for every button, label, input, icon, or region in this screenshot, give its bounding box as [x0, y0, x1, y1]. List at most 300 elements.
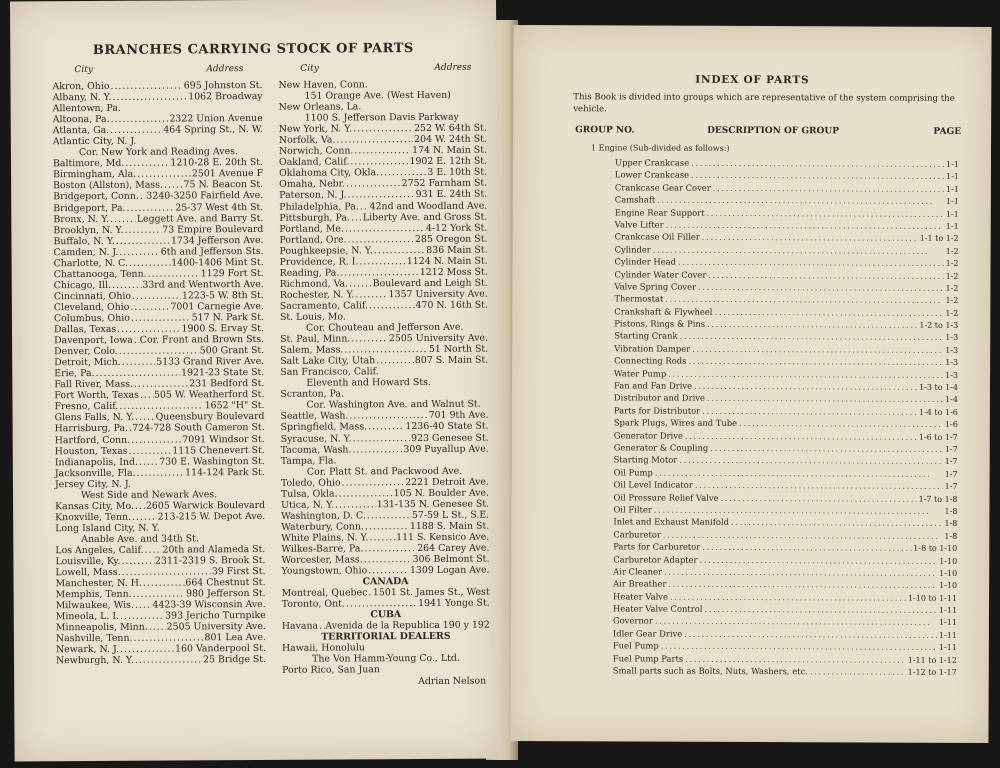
dot-leader — [347, 189, 414, 200]
dot-leader — [684, 629, 937, 640]
dot-leader — [810, 666, 906, 676]
index-item-name: Starting Crank — [614, 330, 678, 342]
branch-city: Bronx, N. Y. — [53, 213, 110, 225]
branch-city: Birmingham, Ala. — [53, 169, 137, 181]
branch-row — [53, 124, 263, 136]
branch-address: 204 W. 24th St. — [414, 133, 487, 146]
branch-address: 1921-23 State St. — [181, 367, 265, 379]
index-item-page: 1-7 — [944, 469, 958, 479]
branch-address: 73 Empire Boulevard — [162, 223, 264, 236]
branch-city: Newark, N. J. — [55, 644, 120, 656]
branch-address: 931 E. 24th St. — [415, 189, 488, 201]
branch-row — [55, 467, 265, 479]
index-item-page: 1-10 — [939, 556, 958, 566]
col1-address-header: Address — [206, 64, 244, 75]
branch-address: 75 N. Beacon St. — [183, 179, 264, 191]
index-item-name: Fan and Fan Drive — [613, 380, 693, 391]
branch-city: Springfield, Mass. — [280, 421, 368, 434]
branch-city: Hawaii, Honolulu — [281, 642, 365, 655]
index-item-name: Oil Level Indicator — [613, 479, 693, 490]
branch-address: 1236-40 State St. — [405, 421, 489, 433]
dot-leader — [654, 505, 943, 516]
index-item-name: Cylinder Water Cover — [614, 268, 707, 280]
branch-city: Bridgeport, Conn. — [53, 191, 139, 203]
branch-city: White Plains, N. Y. — [281, 532, 369, 544]
branch-city: St. Paul, Minn. — [280, 333, 351, 345]
branch-city: Tacoma, Wash. — [280, 443, 352, 456]
branch-city: Charlotte, N. C. — [53, 257, 128, 269]
region-heading: TERRITORIAL DEALERS — [321, 631, 451, 643]
branch-city: Sacramento, Calif. — [279, 300, 368, 312]
index-item-page: 1-3 — [945, 358, 959, 368]
branch-address: 1941 Yonge St. — [418, 597, 490, 610]
index-item-name: Upper Crankcase — [614, 157, 690, 168]
dot-leader — [663, 529, 943, 540]
dot-leader — [112, 280, 141, 291]
branch-city: Boston (Allston), Mass. — [53, 179, 164, 192]
dot-leader — [137, 467, 185, 478]
branch-address: Queensbury Boulevard — [155, 411, 265, 424]
dot-leader — [369, 532, 395, 543]
index-list — [613, 157, 959, 679]
branch-address: 252 W. 64th St. — [414, 122, 487, 135]
left-page — [10, 0, 501, 761]
dot-leader — [714, 307, 943, 318]
branch-address-line: Anable Ave. and 34th St. — [81, 533, 199, 545]
branch-address: 42nd and Woodland Ave. — [369, 200, 488, 212]
col1-city-header: City — [74, 64, 93, 76]
branch-city: Glens Falls, N. Y. — [54, 412, 135, 424]
index-item-name: Spark Plugs, Wires and Tube — [613, 417, 738, 429]
branch-city: Knoxville, Tenn. — [55, 511, 132, 524]
branch-city: Los Angeles, Calif. — [55, 544, 144, 557]
branch-address: Leggett Ave. and Barry St. — [136, 212, 264, 225]
index-item-name: Valve Spring Cover — [614, 281, 697, 292]
branch-city: Richmond, Va. — [279, 278, 349, 290]
branch-address: 131-135 N. Genesee St. — [376, 498, 490, 511]
dot-leader — [143, 578, 185, 589]
dot-leader — [120, 611, 164, 622]
branch-city: Davenport, Iowa — [54, 334, 133, 347]
branch-address: Boulevard and Leigh St. — [372, 277, 488, 290]
branch-address: 1902 E. 12th St. — [409, 155, 488, 168]
branch-row — [56, 654, 266, 666]
dot-leader — [339, 488, 393, 499]
dot-leader — [345, 223, 425, 235]
index-item-page: 1-8 to 1-10 — [913, 543, 958, 554]
branch-address-line: Eleventh and Howard Sts. — [306, 377, 431, 389]
branch-city: Cincinnati, Ohio — [53, 290, 132, 303]
index-item-name: Engine Rear Support — [614, 206, 705, 218]
index-item-page: 1-1 — [945, 172, 959, 182]
branch-city: Havana — [281, 620, 319, 633]
branch-address: 33rd and Wentworth Ave. — [142, 278, 264, 291]
index-item-page: 1-3 to 1-4 — [919, 382, 959, 392]
dot-leader — [707, 319, 917, 330]
index-item-page: 1-1 — [945, 197, 959, 207]
index-item-name: Parts for Carburetor — [613, 541, 701, 552]
dot-leader — [369, 300, 415, 311]
dealer-name: Adrian Nelson — [418, 675, 487, 687]
dot-leader — [132, 290, 181, 301]
dot-leader — [129, 423, 131, 434]
branch-address: Avenida de la Republica 190 y 192 — [325, 619, 490, 632]
dot-leader — [367, 510, 411, 521]
region-heading: CUBA — [370, 609, 402, 621]
index-item-page: 1-1 — [945, 209, 959, 219]
branch-address: 2311-2319 S. Brook St. — [154, 554, 266, 567]
branch-city: Portland, Me. — [279, 223, 344, 235]
index-item-page: 1-8 — [944, 506, 958, 516]
branch-city: Albany, N. Y. — [52, 91, 112, 104]
index-item-page: 1-10 to 1-11 — [907, 593, 958, 603]
index-item-page: 1-7 — [944, 444, 958, 454]
branch-city: Houston, Texas — [54, 445, 128, 457]
index-item-name: Water Pump — [614, 368, 667, 379]
dot-leader — [668, 368, 943, 379]
dot-leader — [149, 622, 166, 633]
dot-leader — [685, 653, 906, 664]
branch-address: 701 9th Ave. — [428, 409, 489, 422]
dot-leader — [129, 445, 172, 456]
branch-address: 1501 St. James St., West — [372, 586, 490, 599]
branch-city: Poughkeepsie, N. Y. — [279, 244, 373, 257]
dot-leader — [695, 480, 943, 491]
right-page — [510, 25, 991, 743]
branch-address: 2505 University Ave. — [388, 332, 489, 345]
dot-leader — [688, 356, 943, 367]
branch-city: Salem, Mass. — [280, 344, 344, 356]
branch-city: Chicago, Ill. — [53, 279, 112, 292]
index-item-name: Air Cleaner — [613, 566, 662, 577]
branch-city: Fall River, Mass. — [54, 379, 133, 391]
index-item-page: 1-7 — [944, 482, 958, 492]
dot-leader — [706, 207, 943, 218]
branch-city: Harrisburg, Pa. — [54, 423, 129, 435]
branch-city: Milwaukee, Wis. — [55, 599, 134, 612]
branch-city: Nashville, Tenn. — [55, 633, 133, 645]
branch-address: Liberty Ave. and Gross St. — [362, 211, 488, 223]
branch-city: Akron, Ohio — [52, 80, 110, 93]
branch-city: Toronto, Ont. — [281, 598, 345, 611]
index-item-page: 1-10 — [939, 568, 958, 578]
dot-leader — [348, 234, 415, 245]
branch-address: 500 Grant St. — [199, 345, 265, 357]
branch-city: Fort Worth, Texas — [54, 390, 139, 402]
index-item-name: Lower Crankcase — [614, 169, 690, 181]
branch-address: 160 Vanderpool St. — [175, 643, 266, 655]
index-item-page: 1-7 to 1-8 — [918, 494, 958, 504]
branch-city: Worcester, Mass. — [281, 554, 363, 566]
dot-leader — [708, 269, 943, 280]
dot-leader — [346, 598, 417, 609]
page-header: PAGE — [933, 126, 962, 137]
branch-city: Salt Lake City, Utah — [280, 355, 376, 368]
branch-city: Providence, R. I. — [279, 256, 359, 268]
index-item-page: 1-11 — [938, 643, 957, 653]
branch-address: 264 Carey Ave. — [417, 542, 490, 554]
index-intro: This Book is divided into groups which are representative of the system comprising the vehicle. — [573, 92, 955, 115]
index-item-page: 1-1 — [945, 184, 959, 194]
branch-address: 231 Bedford St. — [189, 378, 265, 390]
dot-leader — [346, 179, 401, 190]
dot-leader — [657, 195, 944, 206]
branch-address: 1400-1406 Mint St. — [171, 256, 264, 269]
index-item-name: Thermostat — [614, 293, 664, 304]
index-item-name: Carburetor Adapter — [613, 553, 698, 565]
dot-leader — [368, 587, 372, 598]
branch-city: St. Louis, Mo. — [279, 311, 346, 323]
dot-leader — [119, 401, 203, 413]
branch-city: Youngstown, Ohio — [281, 565, 368, 577]
index-item-page: 1-2 — [945, 308, 959, 318]
branch-address: 111 S. Kensico Ave. — [396, 531, 490, 544]
branch-city: Erie, Pa. — [54, 368, 95, 380]
dot-leader — [112, 91, 187, 103]
dot-leader — [353, 433, 411, 444]
index-item-name: Generator & Coupling — [613, 442, 709, 453]
index-item-page: 1-4 to 1-6 — [918, 407, 958, 417]
branch-address: 285 Oregon St. — [414, 233, 488, 245]
dot-leader — [344, 344, 428, 356]
branch-city: Memphis, Tenn. — [55, 588, 132, 601]
dot-leader — [110, 80, 182, 91]
dot-leader — [704, 604, 937, 615]
branch-row — [55, 511, 265, 523]
branch-address: 695 Johnston St. — [183, 79, 263, 92]
index-item-page: 1-2 — [945, 258, 959, 269]
dot-leader — [655, 616, 937, 627]
branch-city: Oklahoma City, Okla. — [279, 167, 380, 180]
dot-leader — [140, 191, 146, 202]
dot-leader — [678, 257, 944, 268]
branch-address: 2501 Avenue F — [191, 168, 264, 180]
branch-address: 114-124 Park St. — [185, 466, 265, 479]
branch-city: New Orleans, La. — [278, 101, 362, 113]
index-item-page: 1-3 — [945, 333, 959, 343]
dot-leader — [342, 477, 405, 488]
branch-city: Jacksonville, Fla. — [54, 467, 136, 479]
branch-city: Seattle, Wash. — [280, 410, 349, 423]
branch-city: Omaha, Nebr. — [279, 178, 346, 191]
branch-city: Chattanooga, Tenn. — [53, 268, 147, 281]
branches-title: BRANCHES CARRYING STOCK OF PARTS — [92, 41, 414, 58]
branch-address: 20th and Alameda St. — [162, 543, 266, 556]
dot-leader — [145, 545, 162, 556]
dot-leader — [368, 565, 409, 576]
index-item-page: 1-2 — [945, 271, 959, 281]
index-item-page: 1-2 — [945, 296, 959, 306]
branch-address: 4-12 York St. — [425, 222, 488, 234]
branch-city: Brooklyn, N. Y. — [53, 224, 124, 236]
dot-leader — [130, 301, 169, 312]
branch-city: Minneapolis, Minn. — [55, 621, 148, 634]
index-item-page: 1-8 — [944, 519, 958, 529]
branch-city: Fresno, Calif. — [54, 401, 119, 413]
branch-row — [280, 355, 488, 367]
dot-leader — [710, 443, 943, 454]
dealer-name: The Von Hamm-Young Co., Ltd. — [312, 653, 460, 666]
branch-address: 51 North St. — [428, 343, 489, 356]
dot-leader — [694, 381, 917, 392]
index-item-page: 1-2 — [945, 283, 959, 293]
branch-address-line: Cor. Platt St. and Packwood Ave. — [306, 465, 463, 478]
dot-leader — [148, 268, 200, 279]
branch-address: 1062 Broadway — [188, 90, 263, 103]
branch-address: 3 E. 10th St. — [427, 166, 488, 179]
branch-city: Long Island City, N. Y. — [55, 522, 160, 535]
branch-address: 174 N. Main St. — [412, 144, 487, 157]
branch-row — [280, 300, 488, 312]
dot-leader — [119, 345, 199, 357]
branch-address: 801 Lea Ave. — [204, 632, 266, 644]
branch-city: Syracuse, N. Y. — [280, 432, 352, 445]
branch-address: 6th and Jefferson Sts. — [160, 245, 264, 258]
branch-city: Newburgh, N. Y. — [56, 655, 134, 667]
index-item-name: Oil Pump — [613, 467, 653, 478]
branch-address: Cor. Front and Brown Sts. — [139, 334, 265, 346]
index-item-page: 1-1 — [946, 159, 959, 169]
branch-address: 2221 Detroit Ave. — [405, 476, 489, 488]
branch-address: 39 First St. — [211, 565, 266, 578]
dot-leader — [731, 517, 943, 528]
index-item-page: 1-4 — [945, 395, 958, 405]
dot-leader — [129, 257, 170, 268]
index-item-page: 1-11 to 1-12 — [907, 655, 957, 665]
index-item-name: Crankcase Gear Cover — [614, 182, 711, 193]
dot-leader — [133, 589, 186, 600]
index-item-name: Governor — [612, 615, 653, 627]
branch-address: 724-728 South Cameron St. — [132, 422, 265, 435]
branch-address: 1900 S. Ervay St. — [181, 322, 265, 335]
dot-leader — [131, 434, 181, 445]
index-item-page: 1-12 to 1-17 — [907, 667, 957, 677]
index-item-name: Inlet and Exhaust Manifold — [613, 516, 729, 528]
branch-address: 213-215 W. Depot Ave. — [157, 510, 266, 523]
dot-leader — [110, 213, 136, 224]
branch-address-line: Cor. New York and Reading Aves. — [78, 146, 238, 159]
branch-city: Louisville, Ky. — [55, 555, 121, 568]
index-item-name: Connecting Rods — [614, 355, 687, 366]
index-item-name: Cylinder — [614, 244, 651, 255]
index-item-name: Starting Motor — [613, 454, 678, 466]
dot-leader — [140, 390, 153, 401]
branch-city: Wilkes-Barre, Pa. — [281, 543, 364, 555]
index-item-page: 1-2 — [945, 246, 959, 256]
branch-city: New York, N. Y. — [278, 123, 353, 136]
index-item-name: Fuel Pump — [612, 640, 659, 651]
dot-leader — [653, 244, 944, 255]
index-item-name: Camshaft — [614, 194, 656, 205]
branch-address: 1652 "H" St. — [204, 400, 265, 412]
branch-address: 105 N. Boulder Ave. — [393, 487, 490, 499]
dot-leader — [664, 567, 937, 578]
branch-city: Lowell, Mass. — [55, 566, 121, 579]
dot-leader — [122, 566, 211, 578]
index-item-name: Crankshaft & Flywheel — [614, 306, 713, 317]
dot-leader — [110, 125, 162, 136]
dot-leader — [374, 245, 426, 256]
branch-city: Camden, N. J. — [53, 246, 119, 258]
branch-address-line: 151 Orange Ave. (West Haven) — [304, 89, 451, 102]
index-item-name: Air Breather — [613, 578, 667, 589]
dot-leader — [120, 644, 174, 655]
dot-leader — [336, 134, 413, 146]
dot-leader — [713, 183, 944, 194]
dot-leader — [353, 123, 413, 134]
dot-leader — [691, 158, 944, 169]
branch-address: 2605 Warwick Boulevard — [145, 499, 266, 512]
branches-column-2 — [278, 79, 490, 688]
branch-city: Pittsburgh, Pa. — [279, 211, 351, 224]
branch-address: 1188 S. Main St. — [409, 520, 490, 532]
branch-city: Scranton, Pa. — [280, 388, 345, 401]
branch-city: Washington, D. C. — [281, 510, 366, 522]
branch-address: 3240-3250 Fairfield Ave. — [146, 190, 264, 203]
dot-leader — [349, 410, 427, 422]
dot-leader — [350, 156, 408, 167]
branch-address: 730 E. Washington St. — [159, 455, 265, 468]
branch-address: 57-59 L St., S.E. — [411, 509, 490, 521]
branch-address-line: West Side and Newark Aves. — [80, 488, 218, 501]
branch-address: 2322 Union Avenue — [169, 113, 263, 125]
branch-address: 464 Spring St., N. W. — [163, 124, 263, 136]
branch-address: 505 W. Weatherford St. — [153, 389, 265, 401]
branch-address: 1357 University Ave. — [388, 288, 488, 301]
branch-city: Portland, Ore. — [279, 234, 347, 246]
branch-address: 2505 University Ave. — [166, 621, 266, 633]
dot-leader — [359, 256, 406, 267]
index-item-name: Oil Filter — [613, 504, 652, 515]
branch-address: 7001 Carnegie Ave. — [170, 300, 264, 313]
branch-address: 7091 Windsor St. — [182, 433, 265, 445]
dot-leader — [360, 201, 369, 212]
branch-city: Oakland, Calif. — [278, 156, 350, 169]
dot-leader — [691, 170, 944, 181]
branch-address: 1124 N. Main St. — [406, 255, 488, 267]
group-line: 1 Engine (Sub-divided as follows:) — [591, 143, 730, 153]
branch-address: 923 Genesee St. — [411, 432, 489, 444]
dot-leader — [707, 393, 943, 404]
index-item-page: 1-1 — [945, 221, 959, 231]
branch-address: 306 Belmont St. — [412, 553, 490, 566]
index-item-page: 1-6 — [944, 420, 958, 430]
branch-city: Waterbury, Conn. — [281, 521, 364, 533]
branch-address: 25 Bridge St. — [203, 654, 267, 666]
dot-leader — [665, 294, 943, 305]
branch-city: Rochester, N. Y. — [279, 289, 355, 301]
index-item-page: 1-11 — [939, 605, 958, 615]
dot-leader — [702, 406, 917, 417]
index-item-name: Carburetor — [613, 529, 661, 540]
dot-leader — [132, 511, 157, 522]
region-heading: CANADA — [362, 576, 409, 588]
group-no-header: GROUP NO. — [575, 125, 635, 136]
dot-leader — [335, 499, 376, 510]
index-row — [613, 665, 957, 679]
col2-city-header: City — [300, 63, 319, 74]
dot-leader — [721, 492, 917, 503]
dot-leader — [680, 331, 944, 342]
index-item-page: 1-10 — [939, 581, 958, 591]
dot-leader — [135, 655, 202, 666]
dot-leader — [96, 368, 181, 380]
dot-leader — [340, 267, 419, 279]
branch-city: Buffalo, N. Y. — [53, 235, 115, 247]
branch-city: Denver, Colo. — [54, 345, 118, 358]
branch-city: Hartford, Conn. — [54, 434, 131, 446]
branch-city: New Haven, Conn. — [278, 79, 368, 91]
